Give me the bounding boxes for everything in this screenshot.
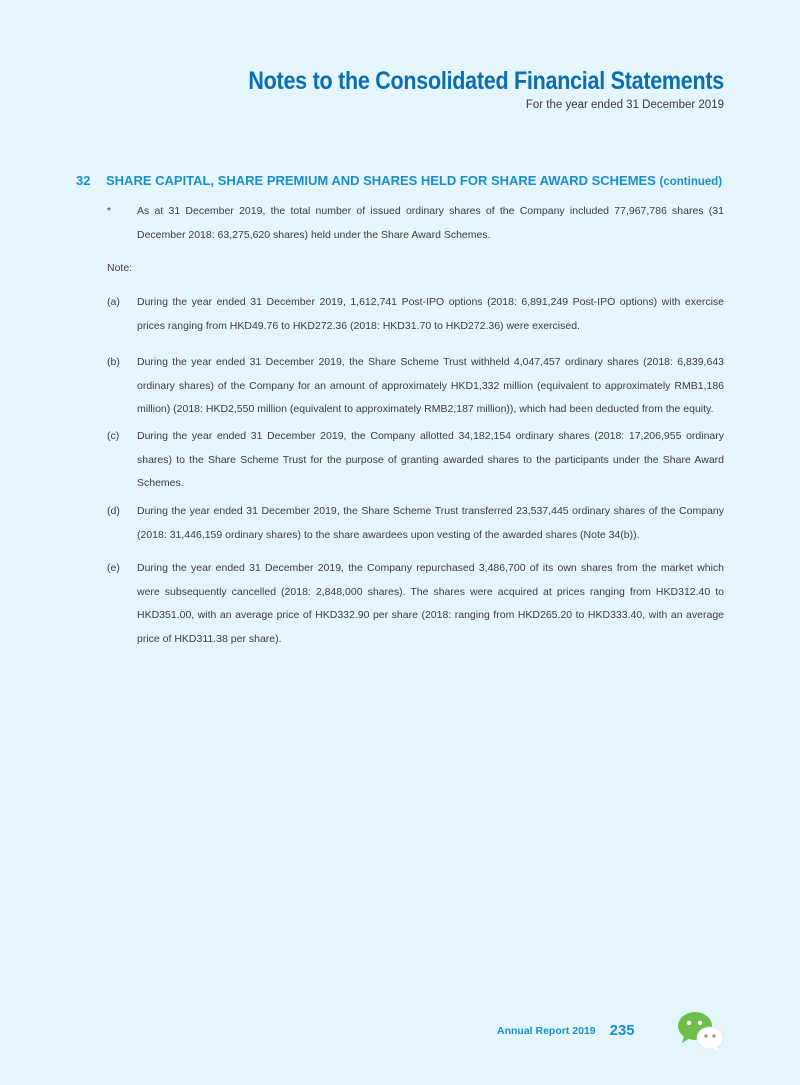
note-marker: (c) [107, 430, 120, 442]
note-item-b [107, 351, 724, 422]
section-title: SHARE CAPITAL, SHARE PREMIUM AND SHARES HELD FOR SHARE AWARD SCHEMES [106, 173, 656, 188]
section-continued: (continued) [659, 176, 723, 188]
note-marker: (a) [107, 296, 120, 308]
footnote [107, 200, 724, 247]
note-item-e [107, 557, 724, 651]
footnote-text: As at 31 December 2019, the total number of issued ordinary shares of the Company included 77,967,786 shares (31 December 2018: 63,275,620 shares) held under the Share Award Schemes. [137, 205, 724, 241]
section-number: 32 [76, 173, 91, 188]
page-number: 235 [609, 1022, 635, 1040]
page-title: Notes to the Consolidated Financial Statements [248, 67, 724, 95]
note-text: During the year ended 31 December 2019, the Company repurchased 3,486,700 of its own shares from the market which were subsequently cancelled (2018: 2,848,000 shares). The shares were acquired at prices ranging from HKD312.40 to HKD351.00, with an average price of HKD332.90 per share (2018: ranging from HKD265.20 to HKD333.40, with an average price of HKD311.38 per share). [137, 562, 724, 645]
note-text: During the year ended 31 December 2019, the Share Scheme Trust transferred 23,537,445 ordinary shares of the Company (2018: 31,446,159 ordinary shares) to the share awardees upon vesting of the awarded shares (Note 34(b)). [137, 505, 724, 541]
footnote-marker: * [107, 205, 112, 217]
note-marker: (b) [107, 356, 120, 368]
page-footer [497, 1022, 635, 1040]
page-subtitle: For the year ended 31 December 2019 [525, 99, 724, 111]
note-marker: (e) [107, 562, 120, 574]
note-text: During the year ended 31 December 2019, 1,612,741 Post-IPO options (2018: 6,891,249 Post-IPO options) with exercise prices ranging from HKD49.76 to HKD272.36 (2018: HKD31.70 to HKD272.36) were exercised. [137, 296, 724, 332]
note-marker: (d) [107, 505, 120, 517]
note-text: During the year ended 31 December 2019, the Company allotted 34,182,154 ordinary shares (2018: 17,206,955 ordinary shares) to the Share Scheme Trust for the purpose of granting awarded shares to the participants under the Share Award Schemes. [137, 430, 724, 489]
note-item-d [107, 500, 724, 547]
footer-label: Annual Report 2019 [497, 1024, 596, 1037]
wechat-logo-icon [676, 1010, 726, 1052]
page-header [171, 66, 724, 111]
note-text: During the year ended 31 December 2019, the Share Scheme Trust withheld 4,047,457 ordinary shares (2018: 6,839,643 ordinary shares) of the Company for an amount of approximately HKD1,332 million (equivalent to approximately RMB1,186 million) (2018: HKD2,550 million (equivalent to approximately RMB2,187 million)), which had been deducted from the equity. [137, 356, 724, 415]
note-item-a [107, 291, 724, 338]
note-item-c [107, 425, 724, 496]
section-heading [76, 173, 722, 188]
note-label: Note: [107, 262, 133, 274]
